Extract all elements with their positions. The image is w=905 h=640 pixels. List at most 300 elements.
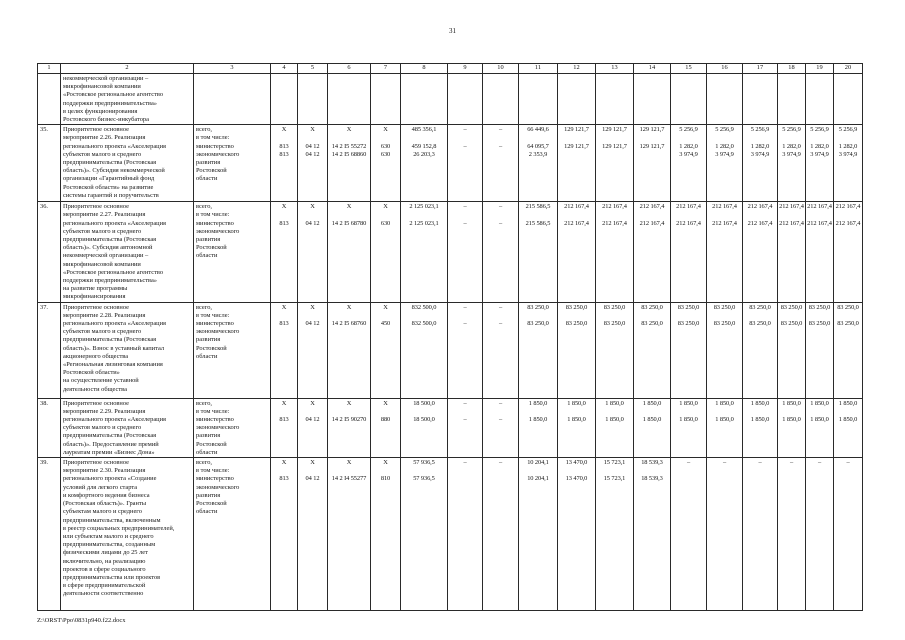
value-cell [707,74,743,125]
value-line: 1 282,0 [679,142,698,150]
value-line [483,475,518,483]
value-cell [519,398,558,457]
value-spacer [596,134,633,142]
measure-description: Приоритетное основное мероприятие 2.26. Реализация регионального проекта «Акселерация субъектов малого и среднего предпринимательства (Ростовская область)». Субсидия некоммерческой организации «Гарантийный фонд Ростовской области» на развитие системы гарантий и поручительств [61,125,194,202]
value-line: 129 121,7 [564,142,589,150]
responsible-executor: всего, в том числе: министерство экономического развития Ростовской области [194,398,271,457]
value-line: 1 850,0 [567,416,586,424]
value-cell [558,302,596,398]
value-cell [671,202,707,302]
value-line: 5 256,9 [679,126,698,134]
value-cell [271,125,298,202]
value-cell [271,74,298,125]
measure-description: некоммерческой организации – микрофинансовой компании «Ростовское региональное агентство поддержки предпринимательства» в целях функционирования Ростовского бизнес-инкубатора [61,74,194,125]
value-spacer [328,312,370,320]
value-spacer [519,312,557,320]
value-line: 64 095,7 [527,142,549,150]
value-line: – [817,459,822,467]
value-spacer [834,408,862,416]
value-cell [328,302,371,398]
value-spacer [298,408,327,416]
value-line: 215 586,5 [525,203,551,211]
value-spacer [743,211,777,219]
value-line: – [463,320,467,328]
value-spacer [371,408,400,416]
value-cell [558,202,596,302]
value-line: 3 974,9 [679,150,698,158]
value-line: X [383,203,388,211]
value-cell [671,74,707,125]
value-line [483,151,518,159]
value-line: X [310,399,315,407]
value-spacer [483,134,518,142]
responsible-executor: всего, в том числе: министерство экономического развития Ростовской области [194,302,271,398]
value-spacer [448,312,482,320]
table-body [38,74,863,611]
value-spacer [271,467,297,475]
value-spacer [401,467,447,475]
value-line: – [498,219,503,227]
value-spacer [707,312,742,320]
value-spacer [401,408,447,416]
value-line: 1 850,0 [528,399,548,407]
column-number-16: 16 [707,64,743,74]
column-number-8: 8 [401,64,448,74]
column-number-7: 7 [371,64,401,74]
value-line: 459 152,8 [411,142,437,150]
value-line: 1 850,0 [642,416,662,424]
value-line [558,151,595,159]
value-spacer [401,211,447,219]
value-spacer [707,408,742,416]
value-line: 813 [279,475,289,483]
value-cell [596,302,634,398]
value-line: 26 203,3 [413,150,435,158]
value-line: 14 2 I5 68780 [331,219,367,227]
value-spacer [401,312,447,320]
value-cell [371,74,401,125]
value-cell [371,125,401,202]
value-cell [558,458,596,611]
value-spacer [834,134,862,142]
value-line: 212 167,4 [602,203,627,211]
value-line: 18 539,3 [641,459,663,467]
value-line: 212 167,4 [747,203,773,211]
value-cell [743,302,778,398]
value-line: 212 167,4 [712,203,737,211]
value-cell [401,74,448,125]
column-number-13: 13 [596,64,634,74]
value-spacer [806,467,833,475]
value-spacer [778,312,805,320]
value-line: X [383,126,388,134]
measure-description: Приоритетное основное мероприятие 2.30. Реализация регионального проекта «Создание условий для легкого старта и комфортного ведения бизнеса (Ростовская область)». Гранты субъектам малого и среднего предпринимательства, включенным в реестр социальных предпринимателей, или субъектам малого и среднего предпринимательства, созданным физическими лицами до 25 лет включительно, на реализацию проектов в сфере социального предпринимательства или проектов в сфере предпринимательской деятельности соответственно [61,458,194,611]
value-cell [634,302,671,398]
value-line: X [383,459,388,467]
value-line: 1 850,0 [782,416,801,424]
value-cell [401,458,448,611]
value-cell [519,202,558,302]
value-cell [371,458,401,611]
value-line: 1 850,0 [782,399,801,407]
responsible-executor: всего, в том числе: министерство экономического развития Ростовской области [194,202,271,302]
value-line: 83 250,0 [565,320,588,328]
value-cell [834,74,863,125]
value-cell [743,74,778,125]
value-spacer [671,408,706,416]
value-cell [328,202,371,302]
value-line: 83 250,0 [677,303,700,311]
value-line: 83 250,0 [603,303,626,311]
value-line: 57 936,5 [413,475,435,483]
value-line: – [498,320,503,328]
value-line: 5 256,9 [715,126,734,134]
column-number-9: 9 [448,64,483,74]
value-cell [371,398,401,457]
value-cell [558,125,596,202]
column-number-10: 10 [483,64,519,74]
value-cell [634,125,671,202]
value-line: 5 256,9 [810,126,829,134]
value-line: – [686,459,691,467]
value-cell [298,302,328,398]
value-spacer [298,211,327,219]
value-spacer [834,467,862,475]
column-number-19: 19 [806,64,834,74]
column-numbers-row [38,64,863,74]
value-cell [519,302,558,398]
value-line: 83 250,0 [565,303,588,311]
value-line: 1 850,0 [605,399,624,407]
value-cell [483,125,519,202]
value-line: 630 [380,219,391,227]
value-cell [483,398,519,457]
row-number: 36. [38,202,61,302]
value-line: 1 282,0 [810,142,829,150]
value-line: 57 936,5 [413,459,435,467]
value-line: 10 204,1 [527,459,549,467]
value-spacer [743,408,777,416]
value-cell [778,202,806,302]
value-cell [671,302,707,398]
value-spacer [448,408,482,416]
value-cell [298,125,328,202]
value-cell [634,458,671,611]
value-spacer [448,211,482,219]
value-line: – [498,303,503,311]
value-line: 2 125 023,1 [409,219,439,227]
row-number [38,74,61,125]
value-cell [298,74,328,125]
value-cell [271,302,298,398]
value-cell [401,398,448,457]
value-line: – [463,203,467,211]
value-cell [271,202,298,302]
value-line: 13 470,0 [565,459,588,467]
value-line: 212 167,4 [807,219,832,227]
value-line: 1 850,0 [679,416,698,424]
value-spacer [328,134,370,142]
value-spacer [448,467,482,475]
value-spacer [634,211,670,219]
value-cell [483,74,519,125]
value-spacer [634,312,670,320]
value-line: – [498,399,503,407]
value-line: 83 250,0 [837,320,859,328]
value-line: 630 [380,142,391,150]
value-cell [448,74,483,125]
value-line: 15 723,1 [603,475,626,483]
value-line: – [463,142,467,150]
value-spacer [634,134,670,142]
value-line: 3 974,9 [750,150,770,158]
value-spacer [778,408,805,416]
value-line: 04 12 [305,219,320,227]
value-cell [707,202,743,302]
value-spacer [778,467,805,475]
value-cell [806,458,834,611]
value-cell [671,125,707,202]
column-number-2: 2 [61,64,194,74]
value-line: 212 167,4 [639,219,665,227]
value-line: 880 [380,416,391,424]
value-line: 5 256,9 [838,126,858,134]
value-line: 129 121,7 [602,142,627,150]
responsible-executor [194,74,271,125]
value-line: 83 250,0 [780,303,803,311]
value-cell [328,125,371,202]
table-row [38,398,863,457]
value-line: 813 [279,142,289,150]
value-spacer [328,467,370,475]
value-cell [634,74,671,125]
row-number: 37. [38,302,61,398]
value-cell [707,458,743,611]
value-line: 3 974,9 [810,150,829,158]
value-cell [519,458,558,611]
value-line: 1 850,0 [838,416,858,424]
value-line [806,475,833,483]
file-path-footer: Z:\ORST\Ppo\0831p940.f22.docx [37,617,126,624]
value-line: 1 850,0 [679,399,698,407]
value-line: 5 256,9 [782,126,801,134]
value-spacer [707,467,742,475]
value-line: 83 250,0 [808,320,831,328]
value-cell [743,398,778,457]
value-cell [743,458,778,611]
value-line: 450 [380,320,391,328]
value-line: X [281,203,287,211]
column-number-6: 6 [328,64,371,74]
column-number-12: 12 [558,64,596,74]
value-line: 1 850,0 [750,399,770,407]
value-line: – [846,459,850,467]
value-line: X [346,203,352,211]
value-cell [834,302,863,398]
value-spacer [558,312,595,320]
column-number-4: 4 [271,64,298,74]
value-line: X [281,303,287,311]
value-line: 3 974,9 [838,150,858,158]
value-cell [401,202,448,302]
column-number-20: 20 [834,64,863,74]
value-line: X [281,126,287,134]
value-spacer [371,134,400,142]
column-number-5: 5 [298,64,328,74]
value-line: 1 850,0 [810,416,829,424]
value-line: 1 850,0 [642,399,662,407]
value-line: 212 167,4 [779,203,804,211]
value-spacer [448,134,482,142]
value-line: X [346,459,352,467]
value-spacer [806,408,833,416]
value-line: 1 282,0 [750,142,770,150]
table-row [38,125,863,202]
table-row [38,302,863,398]
value-cell [834,125,863,202]
value-cell [806,302,834,398]
value-line: 18 539,3 [641,475,663,483]
value-spacer [834,211,862,219]
value-line: X [281,399,287,407]
value-cell [707,302,743,398]
value-cell [448,458,483,611]
value-spacer [707,134,742,142]
value-line: X [346,303,352,311]
value-line: 18 500,0 [413,399,435,407]
value-cell [743,202,778,302]
value-cell [448,302,483,398]
value-cell [596,125,634,202]
value-line: 212 167,4 [676,219,701,227]
value-line [448,151,482,159]
value-cell [834,202,863,302]
value-line: 83 250,0 [677,320,700,328]
value-line: – [498,459,503,467]
value-line: 212 167,4 [676,203,701,211]
value-line: 3 974,9 [715,150,734,158]
value-cell [596,458,634,611]
value-cell [519,74,558,125]
value-line: – [498,126,503,134]
value-line: 1 850,0 [750,416,770,424]
value-line: 129 121,7 [602,126,627,134]
value-spacer [743,467,777,475]
value-line: 212 167,4 [602,219,627,227]
value-cell [448,398,483,457]
value-line: X [310,126,315,134]
value-line: X [383,303,388,311]
value-line: 212 167,4 [835,219,861,227]
value-spacer [519,134,557,142]
value-cell [834,458,863,611]
value-spacer [483,211,518,219]
value-line: 1 282,0 [715,142,734,150]
value-line: 129 121,7 [639,126,665,134]
value-cell [778,302,806,398]
value-cell [743,125,778,202]
value-spacer [371,467,400,475]
value-line: 212 167,4 [779,219,804,227]
value-line: 83 250,0 [837,303,859,311]
value-line: 14 2 I5 68760 [331,320,367,328]
value-line: 630 [380,150,391,158]
value-line: X [310,303,315,311]
value-spacer [596,467,633,475]
value-cell [707,125,743,202]
value-line: – [758,459,762,467]
value-spacer [806,134,833,142]
table-row [38,74,863,125]
value-spacer [671,211,706,219]
value-cell [671,458,707,611]
value-cell [271,458,298,611]
value-cell [778,125,806,202]
value-cell [596,398,634,457]
value-cell [448,125,483,202]
value-line: 212 167,4 [564,203,589,211]
value-spacer [834,312,862,320]
value-spacer [401,134,447,142]
value-line: 129 121,7 [564,126,589,134]
value-line: 04 12 [305,320,320,328]
column-number-11: 11 [519,64,558,74]
value-line: 3 974,9 [782,150,801,158]
value-cell [778,458,806,611]
value-line: 13 470,0 [565,475,588,483]
value-spacer [596,312,633,320]
value-line: – [498,203,503,211]
value-spacer [671,312,706,320]
value-line: 215 586,5 [525,219,551,227]
value-line: – [463,399,467,407]
value-line [671,475,706,483]
value-line: 485 356,1 [411,126,437,134]
column-number-15: 15 [671,64,707,74]
value-cell [401,302,448,398]
value-cell [298,202,328,302]
column-number-14: 14 [634,64,671,74]
value-cell [707,398,743,457]
value-line: 1 850,0 [838,399,858,407]
value-spacer [519,408,557,416]
value-line: 1 282,0 [782,142,801,150]
value-line: 813 [279,150,289,158]
value-line: 832 500,0 [411,303,437,311]
value-line: 813 [279,219,289,227]
value-spacer [558,134,595,142]
value-spacer [806,312,833,320]
value-spacer [298,134,327,142]
value-line: 83 250,0 [713,303,736,311]
responsible-executor: всего, в том числе: министерство экономического развития Ростовской области [194,125,271,202]
value-line: X [383,399,388,407]
value-line [707,475,742,483]
value-line: – [463,303,467,311]
value-spacer [298,312,327,320]
table-row [38,202,863,302]
value-cell [596,202,634,302]
value-cell [806,398,834,457]
value-line: 15 723,1 [603,459,626,467]
value-line: 212 167,4 [712,219,737,227]
value-line: 18 500,0 [413,416,435,424]
value-line [596,151,633,159]
value-cell [328,458,371,611]
value-line: 1 850,0 [715,399,734,407]
value-cell [328,74,371,125]
value-line: 212 167,4 [639,203,665,211]
